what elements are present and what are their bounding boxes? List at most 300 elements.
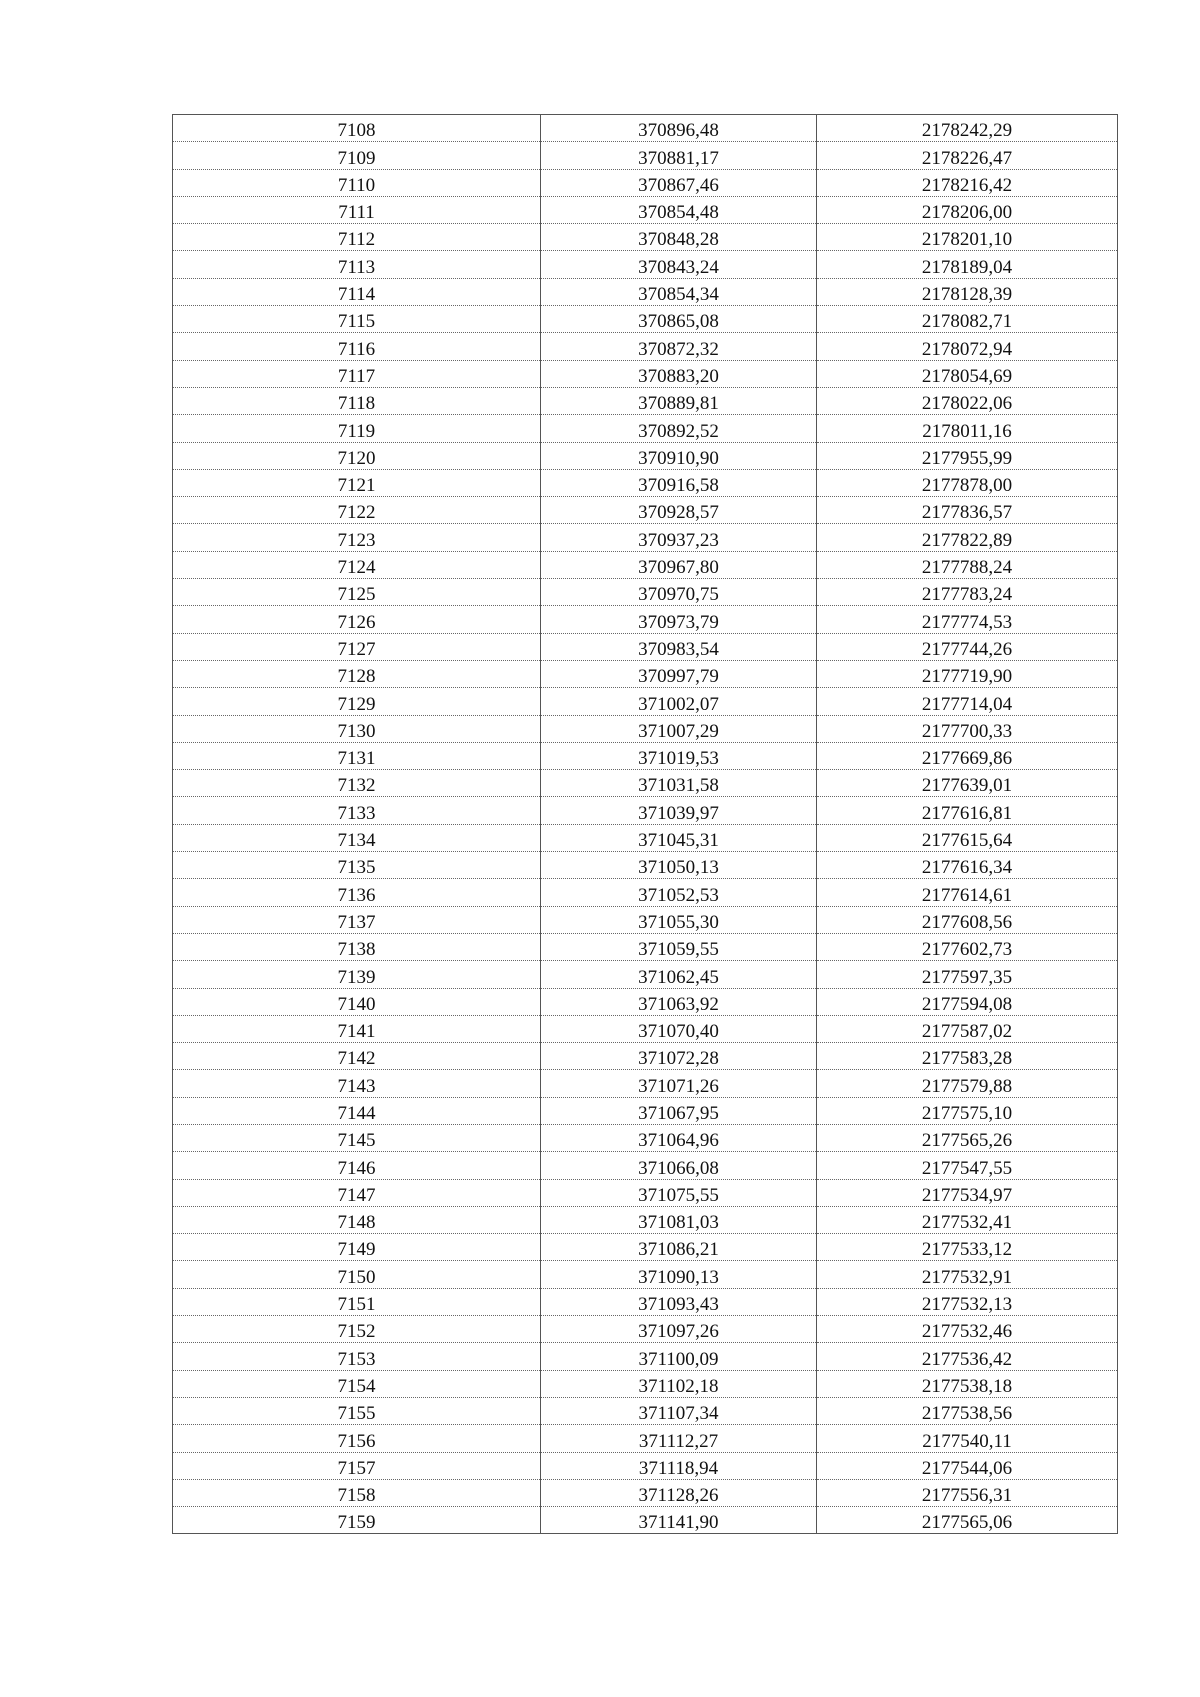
table-row — [173, 333, 1118, 360]
y-coordinate-cell — [817, 469, 1118, 496]
x-coordinate-cell — [541, 1206, 817, 1233]
cell-value: 2177556,31 — [921, 1485, 1013, 1507]
cell-value: 2177536,42 — [921, 1348, 1013, 1370]
point-number-cell — [173, 879, 541, 906]
cell-value: 371045,31 — [638, 830, 719, 852]
y-coordinate-cell — [817, 1097, 1118, 1124]
cell-value: 2177532,91 — [921, 1266, 1013, 1288]
x-coordinate-cell — [541, 1288, 817, 1315]
x-coordinate-cell — [541, 1152, 817, 1179]
point-number-cell — [173, 224, 541, 251]
cell-value: 2177532,46 — [921, 1321, 1013, 1343]
point-number-cell — [173, 524, 541, 551]
x-coordinate-cell — [541, 169, 817, 196]
cell-value: 2177616,81 — [921, 802, 1013, 824]
y-coordinate-cell — [817, 524, 1118, 551]
y-coordinate-cell — [817, 251, 1118, 278]
y-coordinate-cell — [817, 1261, 1118, 1288]
table-row — [173, 715, 1118, 742]
cell-value: 7150 — [337, 1266, 376, 1288]
cell-value: 2177669,86 — [921, 748, 1013, 770]
y-coordinate-cell — [817, 224, 1118, 251]
x-coordinate-cell — [541, 360, 817, 387]
cell-value: 2177639,01 — [921, 775, 1013, 797]
y-coordinate-cell — [817, 497, 1118, 524]
point-number-cell — [173, 606, 541, 633]
cell-value: 371064,96 — [638, 1130, 719, 1152]
cell-value: 371128,26 — [638, 1485, 719, 1507]
y-coordinate-cell — [817, 770, 1118, 797]
cell-value: 2177579,88 — [921, 1075, 1013, 1097]
y-coordinate-cell — [817, 1179, 1118, 1206]
cell-value: 7126 — [337, 611, 376, 633]
cell-value: 2177538,56 — [921, 1403, 1013, 1425]
table-row — [173, 1206, 1118, 1233]
cell-value: 371019,53 — [638, 748, 719, 770]
x-coordinate-cell — [541, 606, 817, 633]
y-coordinate-cell — [817, 1206, 1118, 1233]
point-number-cell — [173, 633, 541, 660]
cell-value: 7144 — [337, 1102, 376, 1124]
table-row — [173, 1043, 1118, 1070]
x-coordinate-cell — [541, 115, 817, 142]
cell-value: 7120 — [337, 447, 376, 469]
cell-value: 7137 — [337, 911, 376, 933]
cell-value: 371086,21 — [638, 1239, 719, 1261]
x-coordinate-cell — [541, 715, 817, 742]
x-coordinate-cell — [541, 524, 817, 551]
table-row — [173, 1507, 1118, 1534]
x-coordinate-cell — [541, 1425, 817, 1452]
x-coordinate-cell — [541, 415, 817, 442]
x-coordinate-cell — [541, 906, 817, 933]
cell-value: 7127 — [337, 638, 376, 660]
cell-value: 370970,75 — [638, 584, 719, 606]
y-coordinate-cell — [817, 1152, 1118, 1179]
cell-value: 7112 — [337, 229, 376, 251]
point-number-cell — [173, 1206, 541, 1233]
cell-value: 370967,80 — [638, 557, 719, 579]
y-coordinate-cell — [817, 933, 1118, 960]
table-row — [173, 251, 1118, 278]
y-coordinate-cell — [817, 1015, 1118, 1042]
cell-value: 2177575,10 — [921, 1102, 1013, 1124]
x-coordinate-cell — [541, 251, 817, 278]
cell-value: 370892,52 — [638, 420, 719, 442]
cell-value: 371067,95 — [638, 1102, 719, 1124]
cell-value: 2177955,99 — [921, 447, 1013, 469]
cell-value: 7130 — [337, 720, 376, 742]
table-row — [173, 442, 1118, 469]
table-row — [173, 415, 1118, 442]
coordinates-table-body — [173, 115, 1118, 1534]
cell-value: 2177547,55 — [921, 1157, 1013, 1179]
point-number-cell — [173, 333, 541, 360]
table-row — [173, 1179, 1118, 1206]
table-row — [173, 1316, 1118, 1343]
cell-value: 371031,58 — [638, 775, 719, 797]
table-row — [173, 1234, 1118, 1261]
cell-value: 2178054,69 — [921, 365, 1013, 387]
x-coordinate-cell — [541, 387, 817, 414]
cell-value: 7148 — [337, 1212, 376, 1234]
y-coordinate-cell — [817, 169, 1118, 196]
x-coordinate-cell — [541, 1015, 817, 1042]
x-coordinate-cell — [541, 1507, 817, 1534]
cell-value: 2177538,18 — [921, 1375, 1013, 1397]
x-coordinate-cell — [541, 879, 817, 906]
cell-value: 370983,54 — [638, 638, 719, 660]
y-coordinate-cell — [817, 824, 1118, 851]
point-number-cell — [173, 660, 541, 687]
x-coordinate-cell — [541, 1452, 817, 1479]
y-coordinate-cell — [817, 879, 1118, 906]
x-coordinate-cell — [541, 579, 817, 606]
cell-value: 2177532,13 — [921, 1294, 1013, 1316]
y-coordinate-cell — [817, 852, 1118, 879]
y-coordinate-cell — [817, 415, 1118, 442]
point-number-cell — [173, 1152, 541, 1179]
table-row — [173, 1097, 1118, 1124]
cell-value: 7151 — [337, 1294, 376, 1316]
y-coordinate-cell — [817, 1479, 1118, 1506]
table-row — [173, 142, 1118, 169]
y-coordinate-cell — [817, 1124, 1118, 1151]
y-coordinate-cell — [817, 579, 1118, 606]
table-row — [173, 360, 1118, 387]
cell-value: 371141,90 — [638, 1512, 719, 1534]
cell-value: 371055,30 — [638, 911, 719, 933]
cell-value: 2177544,06 — [921, 1457, 1013, 1479]
x-coordinate-cell — [541, 933, 817, 960]
table-row — [173, 906, 1118, 933]
cell-value: 2177594,08 — [921, 993, 1013, 1015]
table-row — [173, 742, 1118, 769]
cell-value: 2177534,97 — [921, 1184, 1013, 1206]
cell-value: 2177608,56 — [921, 911, 1013, 933]
table-row — [173, 224, 1118, 251]
table-row — [173, 824, 1118, 851]
x-coordinate-cell — [541, 142, 817, 169]
y-coordinate-cell — [817, 442, 1118, 469]
cell-value: 7145 — [337, 1130, 376, 1152]
table-row — [173, 1370, 1118, 1397]
point-number-cell — [173, 415, 541, 442]
cell-value: 2178072,94 — [921, 338, 1013, 360]
y-coordinate-cell — [817, 306, 1118, 333]
table-row — [173, 1343, 1118, 1370]
point-number-cell — [173, 1015, 541, 1042]
y-coordinate-cell — [817, 1316, 1118, 1343]
y-coordinate-cell — [817, 797, 1118, 824]
cell-value: 2177602,73 — [921, 939, 1013, 961]
table-row — [173, 196, 1118, 223]
x-coordinate-cell — [541, 551, 817, 578]
y-coordinate-cell — [817, 1234, 1118, 1261]
cell-value: 370854,34 — [638, 284, 719, 306]
point-number-cell — [173, 442, 541, 469]
cell-value: 7139 — [337, 966, 376, 988]
x-coordinate-cell — [541, 1124, 817, 1151]
cell-value: 2177788,24 — [921, 557, 1013, 579]
y-coordinate-cell — [817, 660, 1118, 687]
cell-value: 2178201,10 — [921, 229, 1013, 251]
point-number-cell — [173, 278, 541, 305]
cell-value: 2177822,89 — [921, 529, 1013, 551]
cell-value: 371007,29 — [638, 720, 719, 742]
point-number-cell — [173, 824, 541, 851]
point-number-cell — [173, 715, 541, 742]
cell-value: 371118,94 — [638, 1457, 719, 1479]
cell-value: 7133 — [337, 802, 376, 824]
cell-value: 7121 — [337, 475, 376, 497]
x-coordinate-cell — [541, 1479, 817, 1506]
cell-value: 2177714,04 — [921, 693, 1013, 715]
point-number-cell — [173, 797, 541, 824]
cell-value: 370928,57 — [638, 502, 719, 524]
point-number-cell — [173, 1397, 541, 1424]
cell-value: 2177540,11 — [922, 1430, 1012, 1452]
cell-value: 7135 — [337, 857, 376, 879]
cell-value: 7109 — [337, 147, 376, 169]
cell-value: 371100,09 — [638, 1348, 719, 1370]
table-row — [173, 278, 1118, 305]
cell-value: 371071,26 — [638, 1075, 719, 1097]
cell-value: 7156 — [337, 1430, 376, 1452]
point-number-cell — [173, 852, 541, 879]
point-number-cell — [173, 1425, 541, 1452]
cell-value: 7118 — [337, 393, 376, 415]
point-number-cell — [173, 1507, 541, 1534]
point-number-cell — [173, 906, 541, 933]
x-coordinate-cell — [541, 278, 817, 305]
point-number-cell — [173, 579, 541, 606]
y-coordinate-cell — [817, 551, 1118, 578]
cell-value: 7117 — [337, 365, 376, 387]
point-number-cell — [173, 469, 541, 496]
cell-value: 7132 — [337, 775, 376, 797]
y-coordinate-cell — [817, 1288, 1118, 1315]
point-number-cell — [173, 115, 541, 142]
cell-value: 7131 — [337, 748, 376, 770]
cell-value: 371097,26 — [638, 1321, 719, 1343]
x-coordinate-cell — [541, 196, 817, 223]
table-row — [173, 497, 1118, 524]
x-coordinate-cell — [541, 742, 817, 769]
x-coordinate-cell — [541, 1179, 817, 1206]
cell-value: 7119 — [337, 420, 376, 442]
cell-value: 2177616,34 — [921, 857, 1013, 879]
cell-value: 371063,92 — [638, 993, 719, 1015]
cell-value: 2178206,00 — [921, 202, 1013, 224]
cell-value: 2177533,12 — [921, 1239, 1013, 1261]
point-number-cell — [173, 1316, 541, 1343]
cell-value: 7154 — [337, 1375, 376, 1397]
point-number-cell — [173, 742, 541, 769]
y-coordinate-cell — [817, 1043, 1118, 1070]
cell-value: 2178011,16 — [922, 420, 1012, 442]
point-number-cell — [173, 251, 541, 278]
x-coordinate-cell — [541, 1397, 817, 1424]
y-coordinate-cell — [817, 115, 1118, 142]
cell-value: 7149 — [337, 1239, 376, 1261]
y-coordinate-cell — [817, 988, 1118, 1015]
cell-value: 2177700,33 — [921, 720, 1013, 742]
cell-value: 370883,20 — [638, 365, 719, 387]
point-number-cell — [173, 497, 541, 524]
cell-value: 7114 — [337, 284, 376, 306]
x-coordinate-cell — [541, 770, 817, 797]
cell-value: 371059,55 — [638, 939, 719, 961]
cell-value: 370997,79 — [638, 666, 719, 688]
cell-value: 371050,13 — [638, 857, 719, 879]
point-number-cell — [173, 1343, 541, 1370]
point-number-cell — [173, 196, 541, 223]
cell-value: 7122 — [337, 502, 376, 524]
table-row — [173, 1070, 1118, 1097]
cell-value: 7138 — [337, 939, 376, 961]
point-number-cell — [173, 933, 541, 960]
cell-value: 2177565,26 — [921, 1130, 1013, 1152]
table-row — [173, 797, 1118, 824]
cell-value: 2178216,42 — [921, 174, 1013, 196]
cell-value: 370973,79 — [638, 611, 719, 633]
table-row — [173, 606, 1118, 633]
y-coordinate-cell — [817, 278, 1118, 305]
x-coordinate-cell — [541, 852, 817, 879]
point-number-cell — [173, 961, 541, 988]
y-coordinate-cell — [817, 1370, 1118, 1397]
cell-value: 2177719,90 — [921, 666, 1013, 688]
cell-value: 371112,27 — [638, 1430, 719, 1452]
table-row — [173, 169, 1118, 196]
point-number-cell — [173, 988, 541, 1015]
cell-value: 2177774,53 — [921, 611, 1013, 633]
x-coordinate-cell — [541, 1316, 817, 1343]
cell-value: 2178082,71 — [921, 311, 1013, 333]
cell-value: 2178022,06 — [921, 393, 1013, 415]
cell-value: 2177565,06 — [921, 1512, 1013, 1534]
cell-value: 2177783,24 — [921, 584, 1013, 606]
cell-value: 370889,81 — [638, 393, 719, 415]
cell-value: 371072,28 — [638, 1048, 719, 1070]
x-coordinate-cell — [541, 1070, 817, 1097]
cell-value: 7113 — [337, 256, 376, 278]
table-row — [173, 1124, 1118, 1151]
x-coordinate-cell — [541, 1234, 817, 1261]
table-row — [173, 306, 1118, 333]
point-number-cell — [173, 1179, 541, 1206]
y-coordinate-cell — [817, 1452, 1118, 1479]
point-number-cell — [173, 770, 541, 797]
cell-value: 7141 — [337, 1021, 376, 1043]
point-number-cell — [173, 551, 541, 578]
y-coordinate-cell — [817, 387, 1118, 414]
cell-value: 371107,34 — [638, 1403, 719, 1425]
point-number-cell — [173, 1452, 541, 1479]
cell-value: 7128 — [337, 666, 376, 688]
x-coordinate-cell — [541, 1043, 817, 1070]
y-coordinate-cell — [817, 715, 1118, 742]
table-row — [173, 1261, 1118, 1288]
table-row — [173, 1479, 1118, 1506]
cell-value: 7136 — [337, 884, 376, 906]
cell-value: 2178226,47 — [921, 147, 1013, 169]
table-row — [173, 988, 1118, 1015]
cell-value: 7115 — [337, 311, 376, 333]
cell-value: 371081,03 — [638, 1212, 719, 1234]
y-coordinate-cell — [817, 633, 1118, 660]
x-coordinate-cell — [541, 688, 817, 715]
cell-value: 7152 — [337, 1321, 376, 1343]
y-coordinate-cell — [817, 1343, 1118, 1370]
cell-value: 2177597,35 — [921, 966, 1013, 988]
cell-value: 7134 — [337, 830, 376, 852]
cell-value: 7125 — [337, 584, 376, 606]
table-row — [173, 1288, 1118, 1315]
point-number-cell — [173, 1288, 541, 1315]
cell-value: 7147 — [337, 1184, 376, 1206]
x-coordinate-cell — [541, 633, 817, 660]
y-coordinate-cell — [817, 1507, 1118, 1534]
cell-value: 371066,08 — [638, 1157, 719, 1179]
y-coordinate-cell — [817, 1070, 1118, 1097]
cell-value: 2177615,64 — [921, 830, 1013, 852]
table-row — [173, 387, 1118, 414]
cell-value: 2177614,61 — [921, 884, 1013, 906]
y-coordinate-cell — [817, 688, 1118, 715]
cell-value: 370872,32 — [638, 338, 719, 360]
table-row — [173, 469, 1118, 496]
cell-value: 7110 — [337, 174, 376, 196]
cell-value: 2177836,57 — [921, 502, 1013, 524]
x-coordinate-cell — [541, 224, 817, 251]
cell-value: 370916,58 — [638, 475, 719, 497]
point-number-cell — [173, 360, 541, 387]
x-coordinate-cell — [541, 442, 817, 469]
table-row — [173, 933, 1118, 960]
y-coordinate-cell — [817, 360, 1118, 387]
y-coordinate-cell — [817, 1397, 1118, 1424]
point-number-cell — [173, 306, 541, 333]
x-coordinate-cell — [541, 961, 817, 988]
cell-value: 371039,97 — [638, 802, 719, 824]
table-row — [173, 1015, 1118, 1042]
x-coordinate-cell — [541, 497, 817, 524]
cell-value: 370854,48 — [638, 202, 719, 224]
point-number-cell — [173, 1234, 541, 1261]
table-row — [173, 688, 1118, 715]
cell-value: 7146 — [337, 1157, 376, 1179]
point-number-cell — [173, 1479, 541, 1506]
y-coordinate-cell — [817, 142, 1118, 169]
table-row — [173, 1425, 1118, 1452]
cell-value: 371093,43 — [638, 1294, 719, 1316]
cell-value: 2177587,02 — [921, 1021, 1013, 1043]
table-row — [173, 879, 1118, 906]
y-coordinate-cell — [817, 196, 1118, 223]
table-row — [173, 770, 1118, 797]
cell-value: 7129 — [337, 693, 376, 715]
cell-value: 7158 — [337, 1485, 376, 1507]
point-number-cell — [173, 1097, 541, 1124]
point-number-cell — [173, 1070, 541, 1097]
point-number-cell — [173, 169, 541, 196]
cell-value: 7116 — [337, 338, 376, 360]
table-row — [173, 1152, 1118, 1179]
x-coordinate-cell — [541, 660, 817, 687]
cell-value: 7124 — [337, 557, 376, 579]
